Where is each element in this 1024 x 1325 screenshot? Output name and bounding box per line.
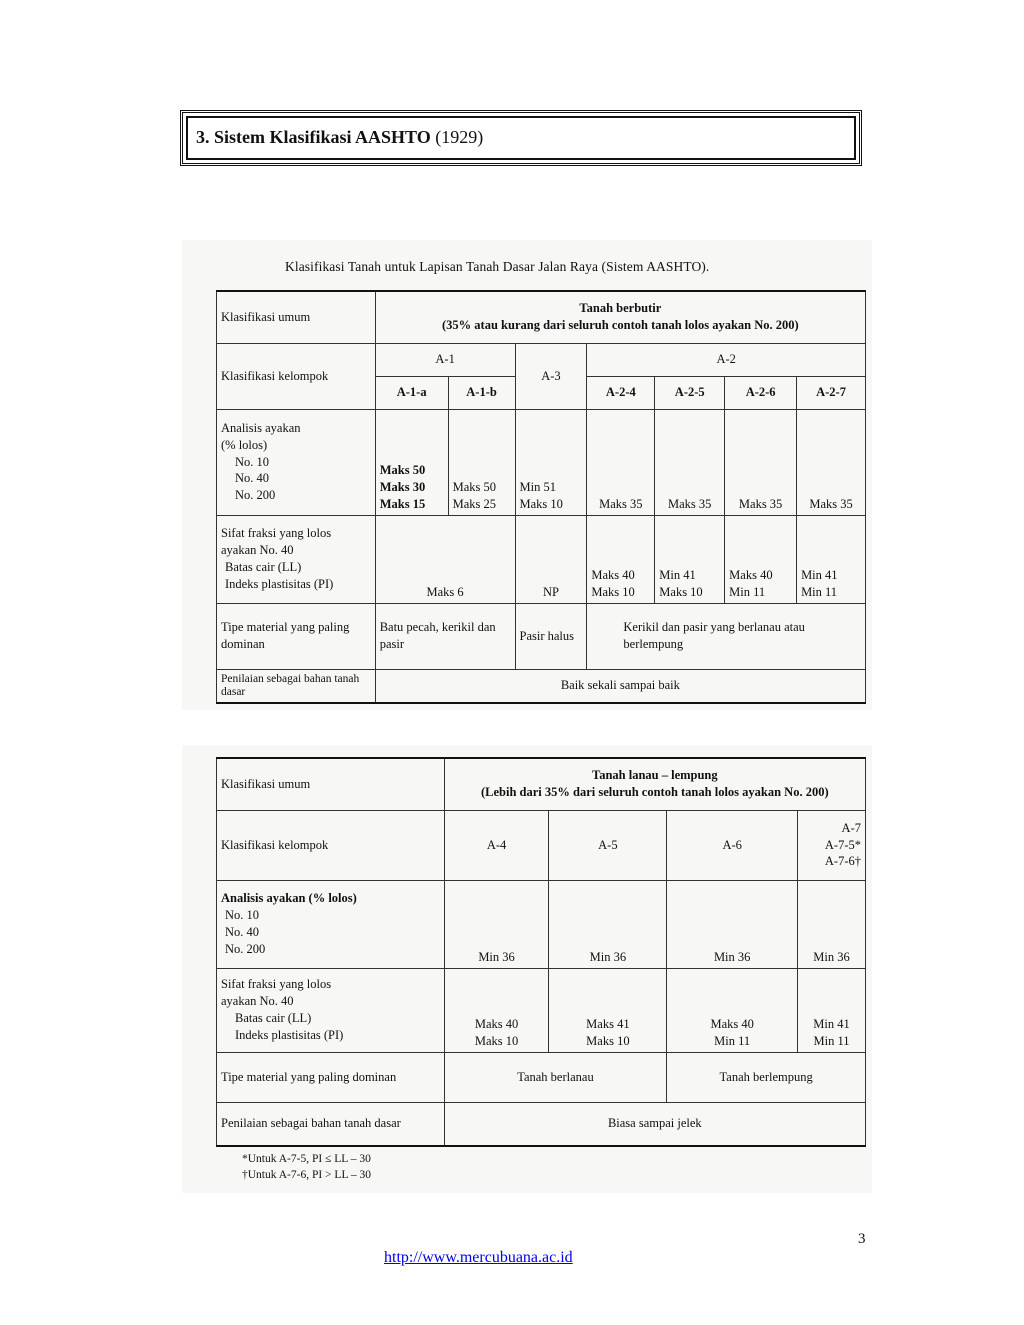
t1-group-a1: A-1 xyxy=(375,343,515,376)
t2-group: A-4 xyxy=(444,810,549,880)
table-footnotes xyxy=(242,1152,371,1183)
t2-value: Maks 40 xyxy=(710,1016,754,1031)
section-title-box xyxy=(180,110,862,166)
t2-general-value xyxy=(444,758,865,810)
t1-pi-label: Indeks plastisitas (PI) xyxy=(225,576,334,591)
t2-group: A-6 xyxy=(667,810,798,880)
t1-general-label: Klasifikasi umum xyxy=(217,291,376,343)
t1-value: Maks 40 xyxy=(591,567,635,582)
t1-value: Min 41 xyxy=(801,567,838,582)
table1-caption: Klasifikasi Tanah untuk Lapisan Tanah Dasar Jalan Raya (Sistem AASHTO). xyxy=(285,259,710,274)
t1-fraction-a27 xyxy=(797,515,866,603)
section-title xyxy=(186,116,856,160)
t1-value: Maks 10 xyxy=(591,584,635,599)
t1-group-a3: A-3 xyxy=(515,343,587,409)
t2-material-label: Tipe material yang paling dominan xyxy=(217,1052,445,1102)
t1-material-label: Tipe material yang paling dominan xyxy=(217,603,376,669)
t2-ll-label: Batas cair (LL) xyxy=(235,1011,312,1025)
t2-group-label: Klasifikasi kelompok xyxy=(217,810,445,880)
t2-sieve-row: No. 10 xyxy=(225,908,260,923)
t1-general-value-sub: (35% atau kurang dari seluruh contoh tanah lolos ayakan No. 200) xyxy=(442,318,799,333)
t1-value: Min 51 xyxy=(519,479,556,494)
t1-fraction-label-cell xyxy=(217,515,376,603)
t1-rating: Baik sekali sampai baik xyxy=(375,669,865,703)
t2-sieve-a6: Min 36 xyxy=(667,880,798,968)
t2-fraction-label: ayakan No. 40 xyxy=(221,994,294,1009)
t2-a7-label: A-7-6† xyxy=(824,854,861,869)
t2-fraction-a4 xyxy=(444,968,549,1052)
t1-material-a2: Kerikil dan pasir yang berlanau atau berlempung xyxy=(587,603,866,669)
t1-sieve-a3 xyxy=(515,409,587,515)
t2-sieve-label-cell xyxy=(217,880,445,968)
t1-sieve-a25: Maks 35 xyxy=(655,409,725,515)
t1-value: Maks 30 xyxy=(379,479,426,494)
t2-value: Maks 40 xyxy=(474,1016,519,1031)
t2-value: Maks 41 xyxy=(586,1016,630,1031)
t1-fraction-a1: Maks 6 xyxy=(375,515,515,603)
t2-sieve-row: No. 40 xyxy=(225,925,260,939)
footnote-a76: †Untuk A-7-6, PI > LL – 30 xyxy=(242,1168,372,1181)
aashto-silt-clay-table xyxy=(216,757,866,1147)
t1-value: Maks 10 xyxy=(519,496,563,511)
t1-subgroup: A-2-6 xyxy=(725,376,797,409)
t2-fraction-label: Sifat fraksi yang lolos xyxy=(221,977,332,992)
t1-value: Maks 25 xyxy=(452,496,496,511)
t1-general-value xyxy=(375,291,865,343)
footnote-a75: *Untuk A-7-5, PI ≤ LL – 30 xyxy=(242,1153,371,1165)
t2-fraction-a7 xyxy=(798,968,866,1052)
t1-sieve-a1b xyxy=(448,409,515,515)
t2-general-label: Klasifikasi umum xyxy=(217,758,445,810)
t2-fraction-a5 xyxy=(549,968,667,1052)
t2-a7-label: A-7 xyxy=(841,820,861,835)
t2-material-clay: Tanah berlempung xyxy=(667,1052,866,1102)
t1-value: Min 41 xyxy=(659,567,696,582)
t2-sieve-a5: Min 36 xyxy=(549,880,667,968)
t1-value: Min 11 xyxy=(801,584,838,599)
t2-general-value-sub: (Lebih dari 35% dari seluruh contoh tanah lolos ayakan No. 200) xyxy=(481,785,829,800)
t1-ll-label: Batas cair (LL) xyxy=(225,560,302,574)
t2-pi-label: Indeks plastisitas (PI) xyxy=(235,1027,344,1042)
t2-rating: Biasa sampai jelek xyxy=(444,1102,865,1146)
t2-group-a7 xyxy=(798,810,866,880)
t1-sieve-a24: Maks 35 xyxy=(587,409,655,515)
t1-group-a2: A-2 xyxy=(587,343,866,376)
footer-link[interactable]: http://www.mercubuana.ac.id xyxy=(384,1249,573,1266)
t2-group: A-5 xyxy=(549,810,667,880)
t1-subgroup: A-2-7 xyxy=(797,376,866,409)
t1-sieve-a26: Maks 35 xyxy=(725,409,797,515)
t1-sieve-label-cell xyxy=(217,409,376,515)
t1-sieve-sub: (% lolos) xyxy=(221,437,268,452)
t1-subgroup: A-1-b xyxy=(448,376,515,409)
t1-sieve-row: No. 10 xyxy=(235,454,270,469)
t2-fraction-label-cell xyxy=(217,968,445,1052)
t2-value: Maks 10 xyxy=(586,1033,630,1048)
t1-sieve-a27: Maks 35 xyxy=(797,409,866,515)
t1-subgroup: A-1-a xyxy=(375,376,448,409)
t2-sieve-row: No. 200 xyxy=(225,941,266,956)
t1-value: Maks 50 xyxy=(379,462,426,477)
section-title-text: 3. Sistem Klasifikasi AASHTO xyxy=(196,127,431,147)
t1-value: Maks 15 xyxy=(379,496,426,511)
t1-value: Min 11 xyxy=(729,584,766,599)
t1-rating-label: Penilaian sebagai bahan tanah dasar xyxy=(217,669,376,703)
t2-value: Min 41 xyxy=(813,1016,850,1031)
t2-sieve-label: Analisis ayakan (% lolos) xyxy=(221,891,357,906)
t1-sieve-a1a xyxy=(375,409,448,515)
aashto-granular-table xyxy=(216,290,866,704)
t1-material-a1: Batu pecah, kerikil dan pasir xyxy=(375,603,515,669)
t1-fraction-a26 xyxy=(725,515,797,603)
t2-value: Maks 10 xyxy=(474,1033,519,1048)
t1-fraction-label: Sifat fraksi yang lolos xyxy=(221,526,332,541)
t2-sieve-a4: Min 36 xyxy=(444,880,549,968)
t1-value: Maks 10 xyxy=(659,584,703,599)
section-title-year: (1929) xyxy=(435,127,484,147)
t2-value: Min 11 xyxy=(813,1033,850,1048)
t2-rating-label: Penilaian sebagai bahan tanah dasar xyxy=(217,1102,445,1146)
t1-fraction-a25 xyxy=(655,515,725,603)
t1-value: Maks 50 xyxy=(452,479,496,494)
page-number: 3 xyxy=(858,1231,866,1247)
t1-fraction-a24 xyxy=(587,515,655,603)
t1-subgroup: A-2-5 xyxy=(655,376,725,409)
t2-fraction-a6 xyxy=(667,968,798,1052)
t1-sieve-row: No. 40 xyxy=(235,471,270,486)
t1-sieve-label: Analisis ayakan xyxy=(221,420,301,435)
t1-fraction-a3: NP xyxy=(515,515,587,603)
t1-sieve-row: No. 200 xyxy=(235,488,276,503)
t1-subgroup: A-2-4 xyxy=(587,376,655,409)
t1-fraction-label: ayakan No. 40 xyxy=(221,543,294,558)
t1-group-label: Klasifikasi kelompok xyxy=(217,343,376,409)
t2-value: Min 11 xyxy=(714,1033,751,1048)
t1-material-a3: Pasir halus xyxy=(515,603,587,669)
t2-general-value-title: Tanah lanau – lempung xyxy=(592,768,718,783)
t1-value: Maks 40 xyxy=(729,567,773,582)
t2-sieve-a7: Min 36 xyxy=(798,880,866,968)
t2-material-silt: Tanah berlanau xyxy=(444,1052,667,1102)
t2-a7-label: A-7-5* xyxy=(824,837,861,852)
t1-general-value-title: Tanah berbutir xyxy=(579,301,662,316)
